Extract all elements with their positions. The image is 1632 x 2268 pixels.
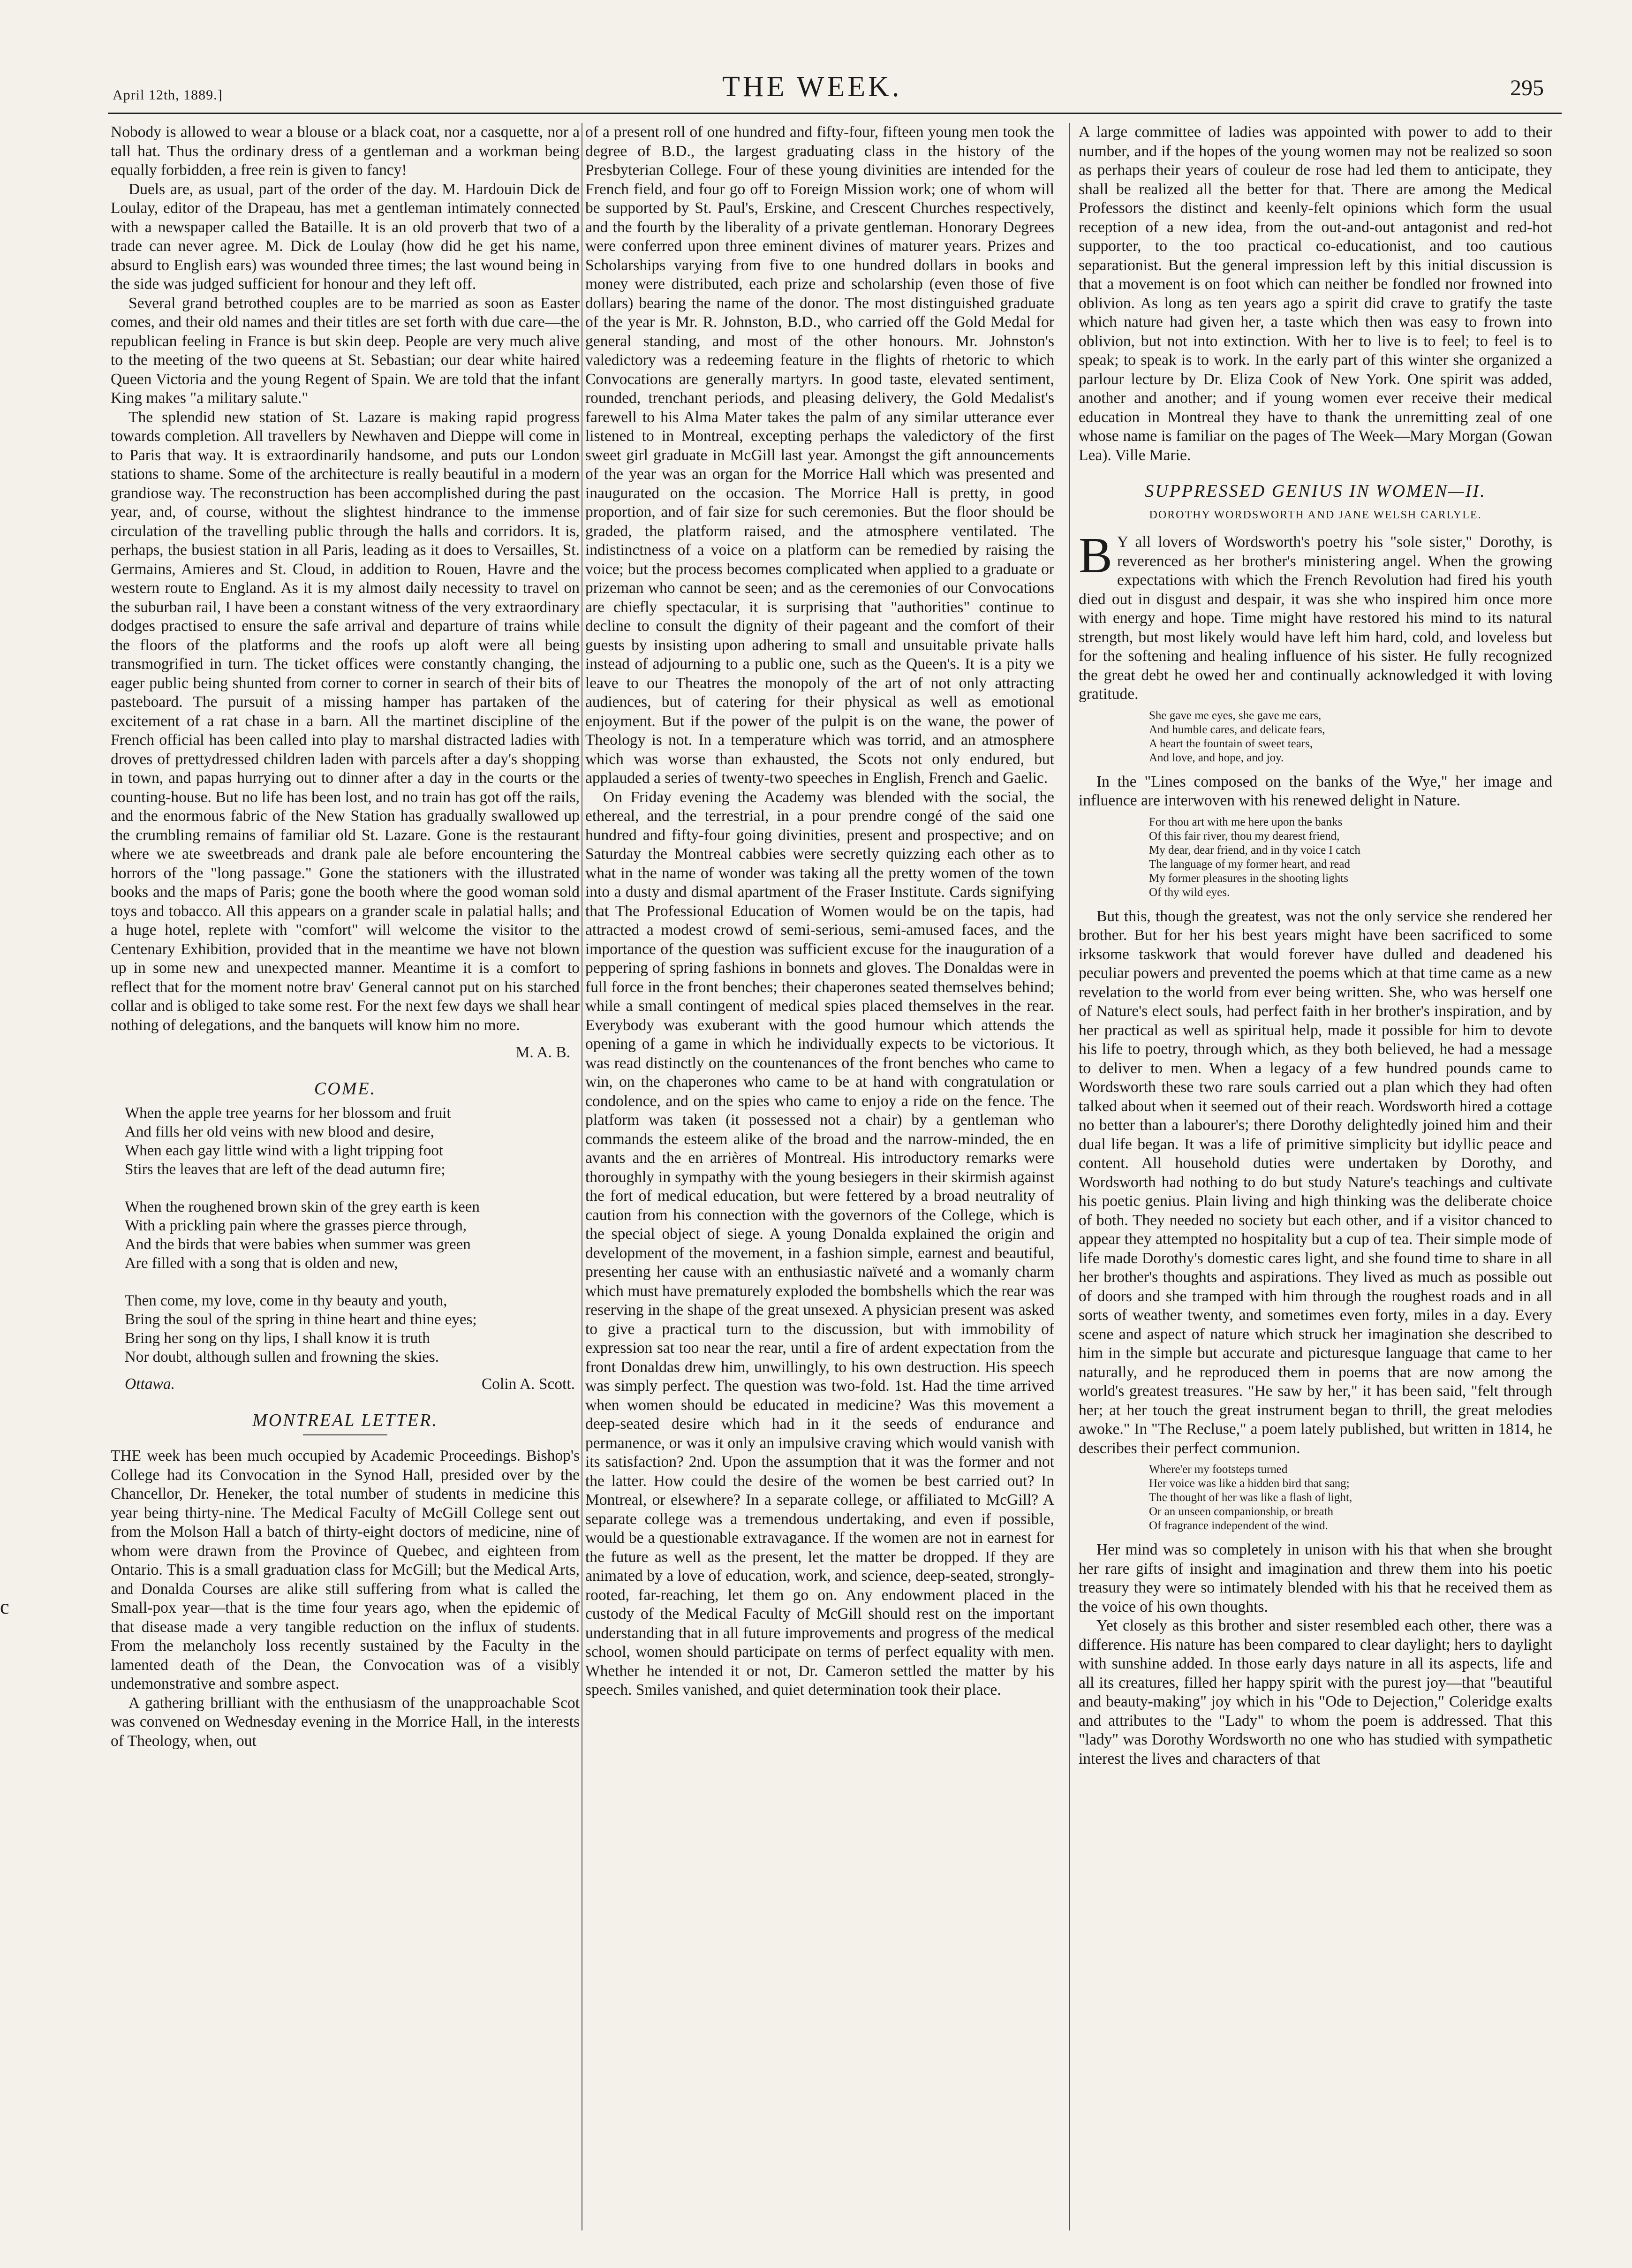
paragraph: A gathering brilliant with the enthusiasm of the unapproachable Scot was convened on Wednesday evening in the Morrice Hall, in the interests of Theology, when, out bbox=[111, 1694, 580, 1750]
paragraph: But this, though the greatest, was not the only service she rendered her brother. But for her his best years might have been sacrificed to some irksome taskwork that would forever have dulled and deadened his peculiar powers and prevented the poems which at that time came as a new revelation to the world from ever being written. She, who was herself one of Nature's elect souls, had perfect faith in her brother's inspiration, and by her practical as well as spiritual help, made it possible for him to devote his life to poetry, through which, as they both believed, he had a message to deliver to men. When a legacy of a few hundred pounds came to Wordsworth these two rare souls carried out a plan which they had often talked about when it seemed out of their reach. Wordsworth hired a cottage no better than a labourer's; there Dorothy delightedly joined him and their dual life began. It was a life of primitive simplicity but idyllic peace and content. All household duties were undertaken by Dorothy, and Wordsworth had nothing to do but study Nature's teachings and cultivate his poetic genius. Plain living and high thinking was the deliberate choice of both. They needed no society but each other, and if a visitor chanced to appear they attempted no hospitality but a cup of tea. Their simple mode of life made Dorothy's domestic cares light, and she found time to share in all her brother's thoughts and aspirations. They lived as much as possible out of doors and she tramped with him through the roughest roads and in all sorts of weather twenty, and sometimes even forty, miles in a day. Every scene and aspect of nature which struck her imagination she described to him in the simple but accurate and picturesque language that came to her naturally, and he reproduced them in poems that are now among the world's greatest treasures. "He saw by her," it has been said, "felt through her; at her touch the great instrument began to thrill, the great melodies awoke." In "The Recluse," a poem lately published, but written in 1814, he describes their perfect communion. bbox=[1079, 907, 1552, 1457]
quote-line: A heart the fountain of sweet tears, bbox=[1149, 737, 1313, 750]
title-rule bbox=[303, 1434, 387, 1435]
issue-date: April 12th, 1889.] bbox=[113, 87, 223, 103]
quote-line: And humble cares, and delicate fears, bbox=[1149, 723, 1325, 736]
header-rule bbox=[108, 113, 1562, 114]
quote-line: She gave me eyes, she gave me ears, bbox=[1149, 709, 1322, 722]
quote-line: Of fragrance independent of the wind. bbox=[1149, 1519, 1328, 1532]
paragraph: THE week has been much occupied by Academic Proceedings. Bishop's College had its Convocation in the Synod Hall, presided over by the Chancellor, Dr. Heneker, the total number of students in medicine this year being thirty-nine. The Medical Faculty of McGill College sent out from the Molson Hall a batch of thirty-eight doctors of medicine, nine of whom were drawn from the Province of Quebec, and eighteen from Ontario. This is a small graduation class for McGill; but the Medical Arts, and Donalda Courses are alike still suffering from what is called the Small-pox year—that is the time four years ago, when the epidemic of that disease made a very tangible reduction on the influx of students. From the melancholy loss recently sustained by the Faculty in the lamented death of the Dean, the Convocation was of a visibly undemonstrative and sombre aspect. bbox=[111, 1447, 580, 1692]
signature: M. A. B. bbox=[515, 1044, 570, 1061]
poem-line: Bring the soul of the spring in thine heart and thine eyes; bbox=[125, 1311, 477, 1328]
quote-line: My dear, dear friend, and in thy voice I catch bbox=[1149, 843, 1360, 857]
poem-place: Ottawa. bbox=[125, 1375, 175, 1393]
poem-line: And the birds that were babies when summer was green bbox=[125, 1236, 471, 1253]
quote-line: Of thy wild eyes. bbox=[1149, 886, 1230, 899]
poem-credit bbox=[125, 1375, 575, 1394]
column-2 bbox=[585, 123, 1054, 2240]
poem-line: And fills her old veins with new blood and desire, bbox=[125, 1123, 434, 1140]
poem-author: Colin A. Scott. bbox=[481, 1375, 575, 1393]
quote-line: The thought of her was like a flash of light, bbox=[1149, 1491, 1352, 1504]
verse-quote bbox=[1149, 709, 1552, 765]
poem bbox=[125, 1104, 580, 1366]
paragraph: Yet closely as this brother and sister resembled each other, there was a difference. His nature has been compared to clear daylight; hers to daylight with sunshine added. In those early days nature in all its aspects, life and all its creatures, filled her happy spirit with the purest joy—that "beautiful and beauty-making" joy which in his "Ode to Dejection," Coleridge exalts and attributes to the "Lady" to whom the poem is addressed. That this "lady" was Dorothy Wordsworth no one who has studied with sympathetic interest the lives and characters of that bbox=[1079, 1617, 1552, 1767]
poem-line: When each gay little wind with a light tripping foot bbox=[125, 1142, 444, 1159]
paragraph: Several grand betrothed couples are to be married as soon as Easter comes, and their old names and their titles are set forth with due care—the republican feeling in France is but skin deep. People are very much alive to the meeting of the two queens at St. Sebastian; our dear white haired Queen Victoria and the young Regent of Spain. We are told that the infant King makes "a military salute." bbox=[111, 294, 580, 407]
poem-line: When the apple tree yearns for her blossom and fruit bbox=[125, 1105, 451, 1122]
poem-title: COME. bbox=[314, 1078, 377, 1099]
poem-line bbox=[125, 1273, 580, 1291]
quote-line: Her voice was like a hidden bird that sang; bbox=[1149, 1477, 1350, 1490]
essay-title: SUPPRESSED GENIUS IN WOMEN—II. bbox=[1145, 481, 1486, 501]
quote-line: For thou art with me here upon the banks bbox=[1149, 815, 1343, 828]
poem-line: When the roughened brown skin of the grey earth is keen bbox=[125, 1198, 480, 1215]
margin-mark: c bbox=[0, 1595, 9, 1618]
verse-quote bbox=[1149, 815, 1552, 900]
poem-line: Nor doubt, although sullen and frowning the skies. bbox=[125, 1349, 439, 1365]
column-3 bbox=[1079, 123, 1552, 2240]
poem-line: Bring her song on thy lips, I shall know it is truth bbox=[125, 1330, 430, 1347]
essay-opening: Y all lovers of Wordsworth's poetry his "sole sister," Dorothy, is reverenced as her brother's ministering angel. When the growing expectations with which the French Revolution had fired his youth died out in disgust and despair, it was she who inspired him once more with energy and hope. Time might have restored his mind to its natural strength, but most likely would have left him hard, cold, and loveless but for the softening and healing influence of his sister. He fully recognized the great debt he owed her and continually acknowledged it with loving gratitude. bbox=[1079, 533, 1552, 703]
verse-quote bbox=[1149, 1463, 1552, 1533]
paragraph bbox=[1079, 528, 1552, 704]
column-1 bbox=[111, 123, 580, 2240]
quote-line: Where'er my footsteps turned bbox=[1149, 1463, 1288, 1476]
quote-line: My former pleasures in the shooting lights bbox=[1149, 872, 1348, 885]
column-divider bbox=[1069, 123, 1070, 2230]
quote-line: Or an unseen companionship, or breath bbox=[1149, 1505, 1333, 1518]
poem-line: Stirs the leaves that are left of the dead autumn fire; bbox=[125, 1161, 446, 1178]
paragraph: A large committee of ladies was appointed with power to add to their number, and if the hopes of the young women may not be realized so soon as perhaps their years of couleur de rose had led them to anticipate, they shall be realized all the better for that. There are among the Medical Professors the distinct and keenly-felt opinions which form the usual reception of a new idea, from the out-and-out antagonist and red-hot supporter, to the too practical co-educationist, and too cautious separationist. But the general impression left by this initial discussion is that a movement is on foot which can neither be fondled nor frowned into oblivion. As long as ten years ago a spirit did crave to gratify the taste which nature had given her, a taste which then was easy to frown into oblivion, but not into extinction. With her to live is to feel; to feel is to speak; to speak is to work. In the early part of this winter she organized a parlour lecture by Dr. Eliza Cook of New York. One spirit was added, another and another; and if young women ever receive their medical education in Montreal they have to thank the unremitting zeal of one whose name is familiar on the pages of The Week—Mary Morgan (Gowan Lea). Ville Marie. bbox=[1079, 123, 1552, 464]
paragraph: Duels are, as usual, part of the order of the day. M. Hardouin Dick de Loulay, editor of the Drapeau, has met a gentleman intimately connected with a newspaper called the Bataille. It is an old proverb that two of a trade can never agree. M. Dick de Loulay (how did he get his name, absurd to English ears) was wounded three times; the last wound being in the side was judged sufficient for honour and they left off. bbox=[111, 180, 580, 293]
quote-line: The language of my former heart, and read bbox=[1149, 857, 1350, 871]
page-number: 295 bbox=[1510, 76, 1544, 100]
paragraph: Her mind was so completely in unison with his that when she brought her rare gifts of insight and imagination and threw them into his poetic treasury they were so intimately blended with his that he received them as the voice of his own thoughts. bbox=[1079, 1541, 1552, 1616]
quote-line: Of this fair river, thou my dearest friend, bbox=[1149, 829, 1340, 842]
paragraph: The splendid new station of St. Lazare is making rapid progress towards completion. All travellers by Newhaven and Dieppe will come in to Paris that way. It is extraordinarily handsome, and puts our London stations to shame. Some of the architecture is really beautiful in a modern grandiose way. The reconstruction has been accomplished during the past year, and, of course, without the slightest hindrance to the immense circulation of the travelling public through the halls and corridors. It is, perhaps, the busiest station in all Paris, leading as it does to Versailles, St. Germains, Amieres and St. Cloud, in addition to Rouen, Havre and the western route to England. As it is my almost daily necessity to travel on the suburban rail, I have been a constant witness of the very extraordinary dodges practised to ensure the safe arrival and departure of trains while the floors of the platforms and the roofs up aloft were all being transmogrified in turn. The ticket offices were constantly changing, the eager public being shunted from corner to corner in search of their bits of pasteboard. The pursuit of a missing hamper has partaken of the excitement of a rat chase in a barn. All the martinet discipline of the French official has been called into play to marshal distracted ladies with droves of prettydressed children laden with parcels after a day's shopping in town, and papas hurrying out to dinner after a day in the courts or the counting-house. But no life has been lost, and no train has got off the rails, and the enormous fabric of the New Station has gradually swallowed up the crumbling remains of familiar old St. Lazare. Gone is the restaurant where we ate sweetbreads and drank pale ale before encountering the horrors of the "long passage." Gone the stationers with the illustrated books and the maps of Paris; gone the booth where the good woman sold toys and tobacco. All this appears on a grander scale in palatial halls; and a huge hotel, replete with "comfort" will welcome the visitor to the Centenary Exhibition, provided that in the meantime we have not blown up in some new and unexpected manner. Meantime it is a comfort to reflect that for the moment notre brav' General cannot put on his starched collar and is obliged to take some rest. For the next few days we shall hear nothing of delegations, and the banquets will know him no more. bbox=[111, 408, 580, 1034]
poem-line: With a prickling pain where the grasses pierce through, bbox=[125, 1217, 467, 1234]
poem-line: Are filled with a song that is olden and new, bbox=[125, 1255, 398, 1272]
paragraph: On Friday evening the Academy was blended with the social, the ethereal, and the terrestrial, in a pour prendre congé of the said one hundred and fifty-four going divinities, present and prospective; and on Saturday the Montreal cabbies were secretly quizzing each other as to what in the name of wonder was taking all the pretty women of the town into a dusty and dismal apartment of the Fraser Institute. Cards signifying that The Professional Education of Women would be on the tapis, had attracted a modest crowd of semi-serious, semi-amused faces, and the importance of the question was sufficient excuse for the inauguration of a peppering of spring fashions in bonnets and gloves. The Donaldas were in full force in the front benches; their chaperones seated themselves behind; while a small contingent of medical spies placed themselves in the rear. Everybody was exuberant with the good humour which attends the opening of a game in which he individually expects to be victorious. It was read distinctly on the countenances of the front benches who came to win, on the chaperones who came to be at hand with congratulation or condolence, and on the spies who came to enjoy a ride on the fence. The platform was taken (it possessed not a chair) by a gentleman who commands the esteem alike of the broad and the narrow-minded, the en avants and the en arrières of Montreal. His introductory remarks were thoroughly in sympathy with the young besiegers in their skirmish against the fort of medical education, but were fettered by a broad neutrality of caution from his connection with the governors of the College, which is the special object of siege. A young Donalda explained the origin and development of the movement, in a fashion simple, earnest and beautiful, presenting her cause with an enthusiastic naïveté and a womanly charm which must have prematurely exploded the bombshells which the rear was reserving in the shape of the great unsexed. A physician present was asked to give a practical turn to the discussion, but with immobility of expression sat too near the rear, until a fire of ardent expectation from the front Donaldas drew him, unwillingly, to his own destruction. His speech was simply perfect. The question was two-fold. 1st. Had the time arrived when women should be educated in medicine? Was this movement a deep-seated desire which had in it the seeds of endurance and permanence, or was it only an impulsive craving which would vanish with its satisfaction? 2nd. Upon the assumption that it was the former and not the latter. How could the desire of the women be best carried out? In Montreal, or elsewhere? In a separate college, or affiliated to McGill? A separate college was a tremendous undertaking, and even if possible, would be a questionable extravagance. If the women are not in earnest for the future as well as the present, let the matter be dropped. If they are animated by a love of education, work, and science, deep-seated, strongly-rooted, far-reaching, let them go on. Any endowment placed in the custody of the Medical Faculty of McGill should rest on the important understanding that in all future improvements and progress of the medical school, women should participate on terms of perfect equality with men. Whether he intended it or not, Dr. Cameron settled the matter by his speech. Smiles vanished, and quiet determination took their place. bbox=[585, 788, 1054, 1699]
quote-line: And love, and hope, and joy. bbox=[1149, 751, 1284, 764]
paragraph: of a present roll of one hundred and fifty-four, fifteen young men took the degree of B.D., the largest graduating class in the history of the Presbyterian College. Four of these young divinities are intended for the French field, and four go off to Foreign Mission work; one of whom will be supported by St. Paul's, Erskine, and Crescent Churches respectively, and the fourth by the liberality of a private gentleman. Honorary Degrees were conferred upon three eminent divines of maturer years. Prizes and Scholarships varying from five to one hundred dollars in books and money were distributed, each prize and scholarship (even those of five dollars) bearing the name of the donor. The most distinguished graduate of the year is Mr. R. Johnston, B.D., who carried off the Gold Medal for general standing, and most of the other honours. Mr. Johnston's valedictory was a redeeming feature in the flights of rhetoric to which Convocations are generally martyrs. In good taste, elevated sentiment, rounded, trenchant periods, and pleasing delivery, the Gold Medalist's farewell to his Alma Mater takes the palm of any similar utterance ever listened to in Montreal, excepting perhaps the valedictory of the first sweet girl graduate in McGill last year. Amongst the gift announcements of the year was an organ for the Morrice Hall which was presented and inaugurated on the occasion. The Morrice Hall is pretty, in good proportion, and of fair size for such ceremonies. But the floor should be graded, the platform raised, and the atmosphere ventilated. The indistinctness of a voice on a platform can be remedied by raising the voice; but the process becomes complicated when applied to a graduate or prizeman who cannot be seen; and as the ceremonies of our Convocations are chiefly spectacular, it is surprising that "authorities" continue to decline to consult the dignity of their pageant and the comfort of their guests by insisting upon adhering to small and unsuitable private halls instead of adjourning to a public one, such as the Queen's. It is a pity we leave to our Theatres the monopoly of the art of not only attracting audiences, but of catering for their physical as well as emotional enjoyment. But if the power of the pulpit is on the wane, the power of Theology is not. In a temperature which was torrid, and an atmosphere which was worse than exhausted, the Scots not only endured, but applauded a series of twenty-two speeches in English, French and Gaelic. bbox=[585, 123, 1054, 787]
essay-byline: DOROTHY WORDSWORTH AND JANE WELSH CARLYLE. bbox=[1149, 508, 1482, 521]
poem-line: Then come, my love, come in thy beauty and youth, bbox=[125, 1292, 447, 1309]
masthead: THE WEEK. bbox=[722, 71, 902, 103]
paragraph: Nobody is allowed to wear a blouse or a black coat, nor a casquette, nor a tall hat. Thus the ordinary dress of a gentleman and a workman being equally forbidden, a free rein is given to fancy! bbox=[111, 123, 580, 179]
poem-line bbox=[125, 1179, 580, 1198]
drop-cap: B bbox=[1079, 528, 1113, 584]
paragraph: In the "Lines composed on the banks of the Wye," her image and influence are interwoven with his renewed delight in Nature. bbox=[1079, 773, 1552, 809]
article-title: MONTREAL LETTER. bbox=[252, 1410, 438, 1430]
